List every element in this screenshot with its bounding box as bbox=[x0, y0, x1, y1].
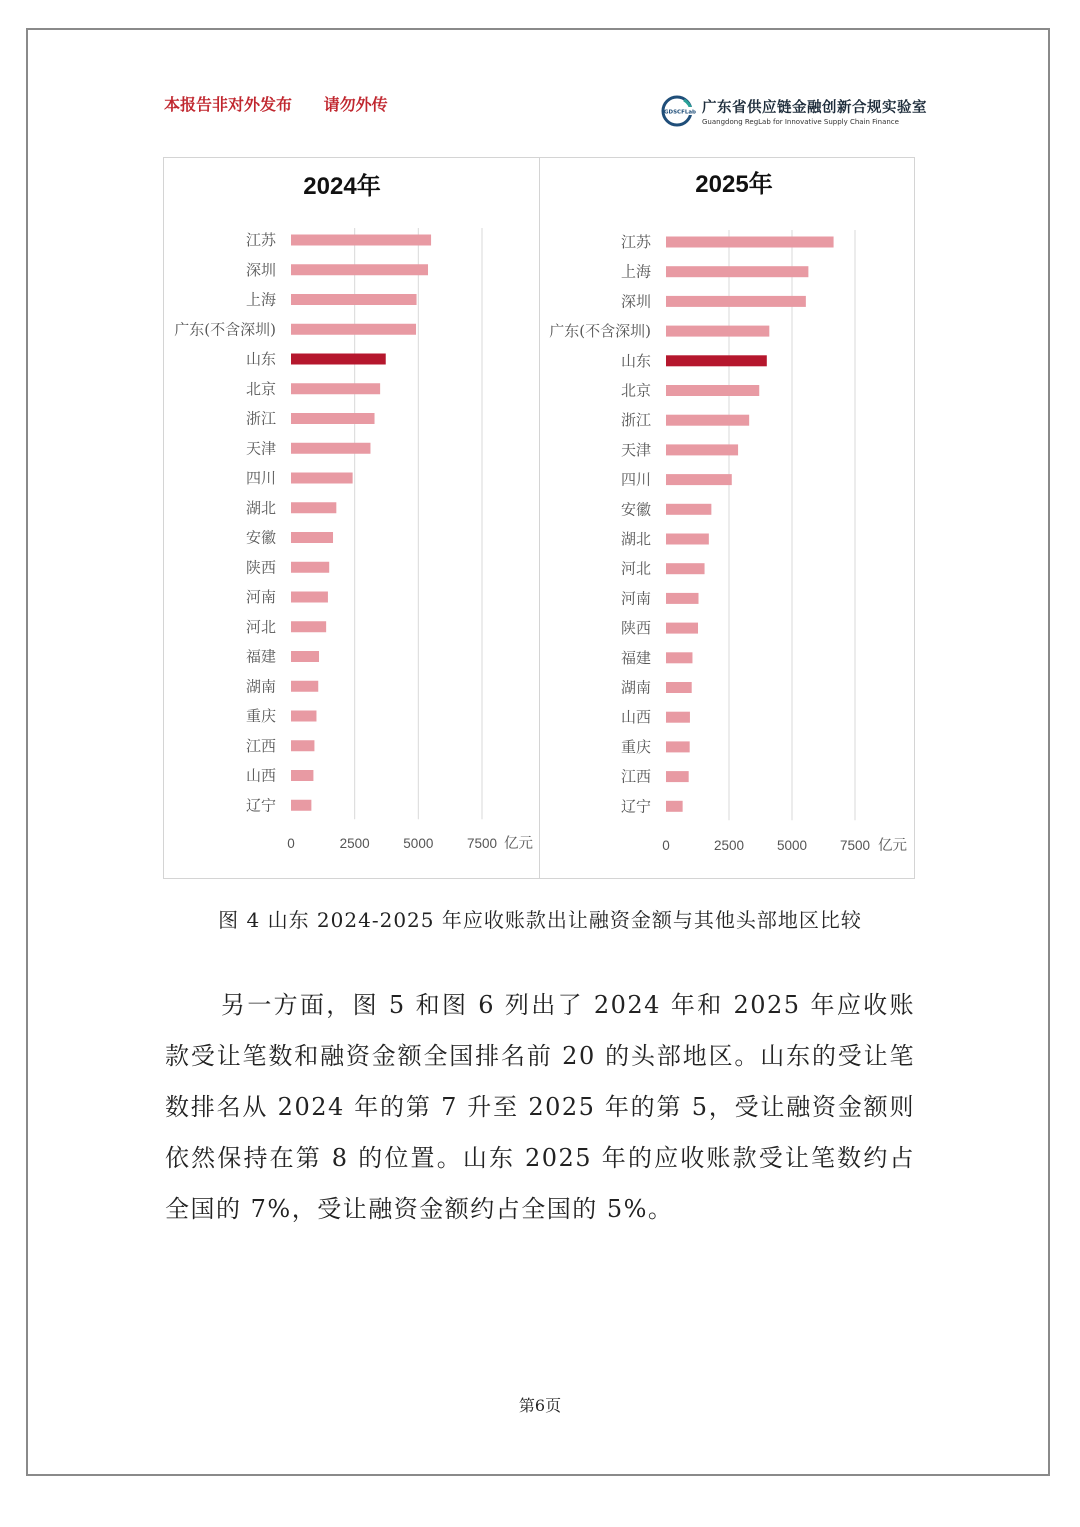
bar bbox=[666, 237, 834, 248]
category-label: 安徽 bbox=[620, 500, 651, 519]
bar bbox=[666, 474, 732, 485]
x-tick-label: 0 bbox=[287, 836, 295, 851]
chart-title-0: 2024年 bbox=[303, 173, 381, 200]
bar bbox=[291, 562, 329, 573]
category-label: 江苏 bbox=[620, 233, 651, 251]
category-label: 山西 bbox=[245, 766, 276, 785]
category-label: 江苏 bbox=[245, 231, 276, 249]
bar bbox=[666, 771, 689, 782]
category-label: 湖南 bbox=[245, 677, 276, 696]
lab-logo-icon bbox=[660, 94, 700, 128]
category-label: 湖北 bbox=[245, 498, 276, 517]
category-label: 安徽 bbox=[245, 528, 276, 547]
bar bbox=[666, 444, 738, 455]
category-label: 陕西 bbox=[620, 619, 651, 638]
notice-text-2: 请勿外传 bbox=[323, 95, 388, 114]
x-tick-label: 7500 bbox=[839, 838, 871, 853]
category-label: 四川 bbox=[620, 470, 651, 489]
bar bbox=[291, 235, 431, 246]
page-number: 第6页 bbox=[518, 1396, 562, 1415]
bar bbox=[291, 413, 375, 424]
category-label: 天津 bbox=[245, 439, 276, 458]
bar bbox=[291, 711, 316, 722]
category-label: 辽宁 bbox=[245, 796, 276, 815]
lab-logo bbox=[660, 94, 927, 128]
bar bbox=[666, 296, 806, 307]
bar bbox=[666, 563, 705, 574]
figure-comparison bbox=[163, 157, 915, 879]
category-label: 江西 bbox=[245, 736, 276, 755]
x-tick-label: 2500 bbox=[339, 836, 370, 851]
category-label: 河南 bbox=[620, 589, 651, 608]
bar bbox=[291, 770, 313, 781]
bar bbox=[291, 740, 314, 751]
bar bbox=[666, 266, 808, 277]
category-label: 天津 bbox=[620, 440, 651, 459]
category-label: 陕西 bbox=[245, 558, 276, 577]
category-label: 辽宁 bbox=[620, 797, 651, 816]
x-tick-label: 7500 bbox=[466, 836, 498, 851]
category-label: 上海 bbox=[245, 290, 276, 309]
category-label: 山东 bbox=[620, 351, 651, 370]
figure-caption: 图 4 山东 2024-2025 年应收账款出让融资金额与其他头部地区比较 bbox=[218, 908, 862, 932]
bar bbox=[291, 354, 386, 365]
category-label: 山东 bbox=[245, 350, 276, 368]
bar bbox=[666, 355, 767, 366]
chart-title-1: 2025年 bbox=[695, 171, 773, 198]
bar bbox=[666, 385, 759, 396]
category-label: 湖北 bbox=[620, 530, 651, 548]
bar bbox=[666, 682, 692, 693]
category-label: 浙江 bbox=[245, 409, 276, 428]
category-label: 河南 bbox=[245, 588, 276, 606]
category-label: 重庆 bbox=[245, 707, 276, 725]
bar bbox=[666, 652, 692, 663]
bar bbox=[666, 741, 690, 752]
bar bbox=[666, 504, 711, 515]
bar bbox=[666, 534, 709, 545]
category-label: 四川 bbox=[245, 469, 276, 487]
bar bbox=[291, 473, 353, 484]
bar bbox=[666, 801, 683, 812]
bar bbox=[666, 623, 698, 634]
logo-title: 广东省供应链金融创新合规实验室 bbox=[702, 100, 927, 116]
x-tick-label: 5000 bbox=[403, 836, 434, 851]
category-label: 福建 bbox=[245, 647, 276, 666]
category-label: 北京 bbox=[245, 379, 276, 398]
confidential-notice bbox=[164, 92, 414, 115]
bar bbox=[291, 621, 326, 632]
category-label: 北京 bbox=[620, 381, 651, 400]
bar bbox=[291, 651, 319, 662]
category-label: 江西 bbox=[620, 767, 651, 786]
bar bbox=[291, 443, 370, 454]
x-tick-label: 0 bbox=[662, 838, 670, 853]
bar bbox=[291, 681, 318, 692]
x-tick-label: 5000 bbox=[776, 838, 808, 853]
category-label: 山西 bbox=[620, 708, 651, 727]
bar bbox=[666, 415, 749, 426]
bar bbox=[291, 800, 311, 811]
logo-subtitle: Guangdong RegLab for Innovative Supply Chain Finance bbox=[702, 118, 899, 126]
bar bbox=[291, 294, 417, 305]
bar bbox=[291, 592, 328, 603]
category-label: 深圳 bbox=[620, 292, 651, 311]
bar bbox=[291, 324, 416, 335]
category-label: 广东(不含深圳) bbox=[549, 322, 651, 341]
category-label: 河北 bbox=[245, 617, 276, 636]
x-unit-label: 亿元 bbox=[878, 838, 907, 854]
figure-charts bbox=[164, 158, 916, 880]
category-label: 深圳 bbox=[245, 260, 276, 279]
bar bbox=[666, 712, 690, 723]
notice-text-1: 本报告非对外发布 bbox=[164, 95, 293, 114]
category-label: 浙江 bbox=[620, 411, 651, 430]
bar bbox=[291, 264, 428, 275]
bar bbox=[291, 502, 336, 513]
category-label: 上海 bbox=[620, 262, 651, 281]
x-unit-label: 亿元 bbox=[504, 836, 533, 852]
category-label: 重庆 bbox=[620, 737, 651, 756]
bar bbox=[291, 532, 333, 543]
body-paragraph: 另一方面，图 5 和图 6 列出了 2024 年和 2025 年应收账款受让笔数和融资金额全国排名前 20 的头部地区。山东的受让笔数排名从 2024 年的第 7 升至 2025 年的第 5，受让融资金额则依然保持在第 8 的位置。山东 2025 年的应收账款受让笔数约占全国的 7%，受让融资金额约占全国的 5%。 bbox=[165, 991, 915, 1223]
bar bbox=[666, 326, 769, 337]
bar bbox=[666, 593, 699, 604]
logo-badge-text: GDSCFLab bbox=[664, 109, 696, 116]
x-tick-label: 2500 bbox=[713, 838, 745, 853]
category-label: 河北 bbox=[620, 559, 651, 578]
category-label: 广东(不含深圳) bbox=[174, 320, 276, 339]
category-label: 福建 bbox=[620, 648, 651, 667]
bar bbox=[291, 383, 380, 394]
category-label: 湖南 bbox=[620, 678, 651, 697]
